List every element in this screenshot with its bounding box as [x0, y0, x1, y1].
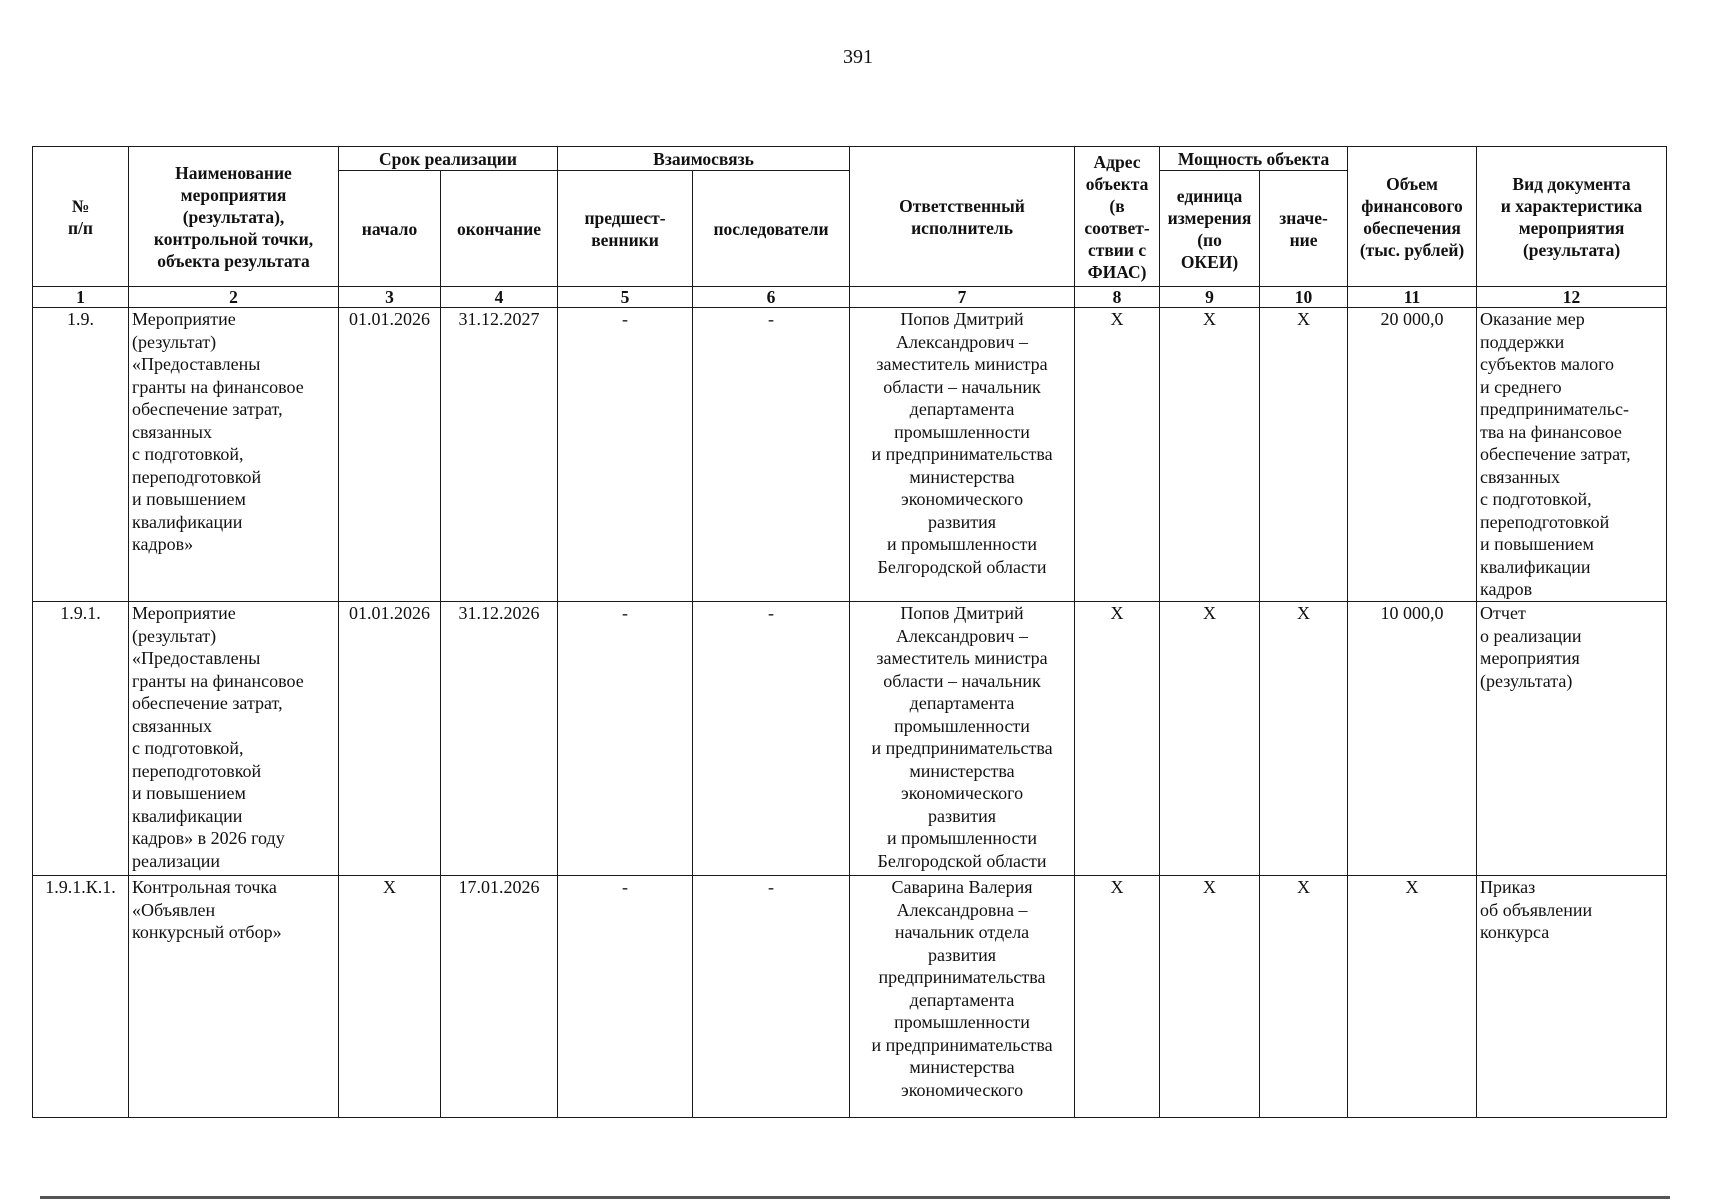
column-number: 10: [1260, 287, 1348, 308]
row-document: Оказание мер поддержки субъектов малого и среднего предпринимательс- тва на финансовое обеспечение затрат, связанных с подготовкой, переподготовкой и повышением квалификации кадров: [1477, 308, 1667, 602]
row-unit: X: [1160, 308, 1260, 602]
row-start-date: 01.01.2026: [339, 602, 441, 876]
activities-table: [32, 146, 1667, 1118]
page-edge-rule: [40, 1196, 1670, 1199]
row-start-date: X: [339, 876, 441, 1118]
column-number: 3: [339, 287, 441, 308]
row-end-date: 31.12.2026: [441, 602, 558, 876]
header-num: № п/п: [33, 147, 129, 287]
row-unit: X: [1160, 876, 1260, 1118]
header-responsible: Ответственный исполнитель: [850, 147, 1075, 287]
header-term-group: Срок реализации: [339, 147, 558, 171]
row-value: X: [1260, 602, 1348, 876]
row-predecessors: -: [558, 308, 693, 602]
row-responsible: Саварина Валерия Александровна – начальник отдела развития предпринимательства департамента промышленности и предпринимательства министерства экономического: [850, 876, 1075, 1118]
header-document: Вид документа и характеристика мероприятия (результата): [1477, 147, 1667, 287]
row-value: X: [1260, 308, 1348, 602]
row-unit: X: [1160, 602, 1260, 876]
column-number: 2: [129, 287, 339, 308]
row-document: Отчет о реализации мероприятия (результата): [1477, 602, 1667, 876]
row-end-date: 31.12.2027: [441, 308, 558, 602]
row-successors: -: [693, 308, 850, 602]
row-responsible: Попов Дмитрий Александрович – заместитель министра области – начальник департамента промышленности и предпринимательства министерства экономического развития и промышленности Белгородской области: [850, 602, 1075, 876]
column-number: 1: [33, 287, 129, 308]
table-row: [33, 308, 1667, 602]
row-address: X: [1075, 602, 1160, 876]
row-predecessors: -: [558, 602, 693, 876]
row-end-date: 17.01.2026: [441, 876, 558, 1118]
row-num: 1.9.1.: [33, 602, 129, 876]
row-name: Мероприятие (результат) «Предоставлены гранты на финансовое обеспечение затрат, связанных с подготовкой, переподготовкой и повышением квалификации кадров» в 2026 году реализации: [129, 602, 339, 876]
column-number-row: [33, 287, 1667, 308]
table-row: [33, 602, 1667, 876]
table-row: [33, 876, 1667, 1118]
row-predecessors: -: [558, 876, 693, 1118]
column-number: 4: [441, 287, 558, 308]
row-address: X: [1075, 308, 1160, 602]
row-start-date: 01.01.2026: [339, 308, 441, 602]
header-name: Наименование мероприятия (результата), контрольной точки, объекта результата: [129, 147, 339, 287]
column-number: 8: [1075, 287, 1160, 308]
header-term-end: окончание: [441, 171, 558, 287]
header-link-pred: предшест- венники: [558, 171, 693, 287]
row-successors: -: [693, 876, 850, 1118]
row-name: Мероприятие (результат) «Предоставлены гранты на финансовое обеспечение затрат, связанных с подготовкой, переподготовкой и повышением квалификации кадров»: [129, 308, 339, 602]
header-link-group: Взаимосвязь: [558, 147, 850, 171]
row-finance: 10 000,0: [1348, 602, 1477, 876]
page-number: 391: [843, 46, 873, 68]
row-document: Приказ об объявлении конкурса: [1477, 876, 1667, 1118]
header-term-start: начало: [339, 171, 441, 287]
header-link-succ: последователи: [693, 171, 850, 287]
column-number: 12: [1477, 287, 1667, 308]
header-row-top: [33, 147, 1667, 171]
row-address: X: [1075, 876, 1160, 1118]
row-num: 1.9.1.К.1.: [33, 876, 129, 1118]
header-capacity-group: Мощность объекта: [1160, 147, 1348, 171]
header-finance: Объем финансового обеспечения (тыс. рублей): [1348, 147, 1477, 287]
row-finance: 20 000,0: [1348, 308, 1477, 602]
row-value: X: [1260, 876, 1348, 1118]
header-cap-value: значе- ние: [1260, 171, 1348, 287]
header-address: Адрес объекта (в соответ- ствии с ФИАС): [1075, 147, 1160, 287]
header-cap-unit: единица измерения (по ОКЕИ): [1160, 171, 1260, 287]
column-number: 6: [693, 287, 850, 308]
column-number: 7: [850, 287, 1075, 308]
column-number: 9: [1160, 287, 1260, 308]
row-finance: X: [1348, 876, 1477, 1118]
row-name: Контрольная точка «Объявлен конкурсный отбор»: [129, 876, 339, 1118]
row-num: 1.9.: [33, 308, 129, 602]
row-successors: -: [693, 602, 850, 876]
column-number: 11: [1348, 287, 1477, 308]
row-responsible: Попов Дмитрий Александрович – заместитель министра области – начальник департамента промышленности и предпринимательства министерства экономического развития и промышленности Белгородской области: [850, 308, 1075, 602]
column-number: 5: [558, 287, 693, 308]
